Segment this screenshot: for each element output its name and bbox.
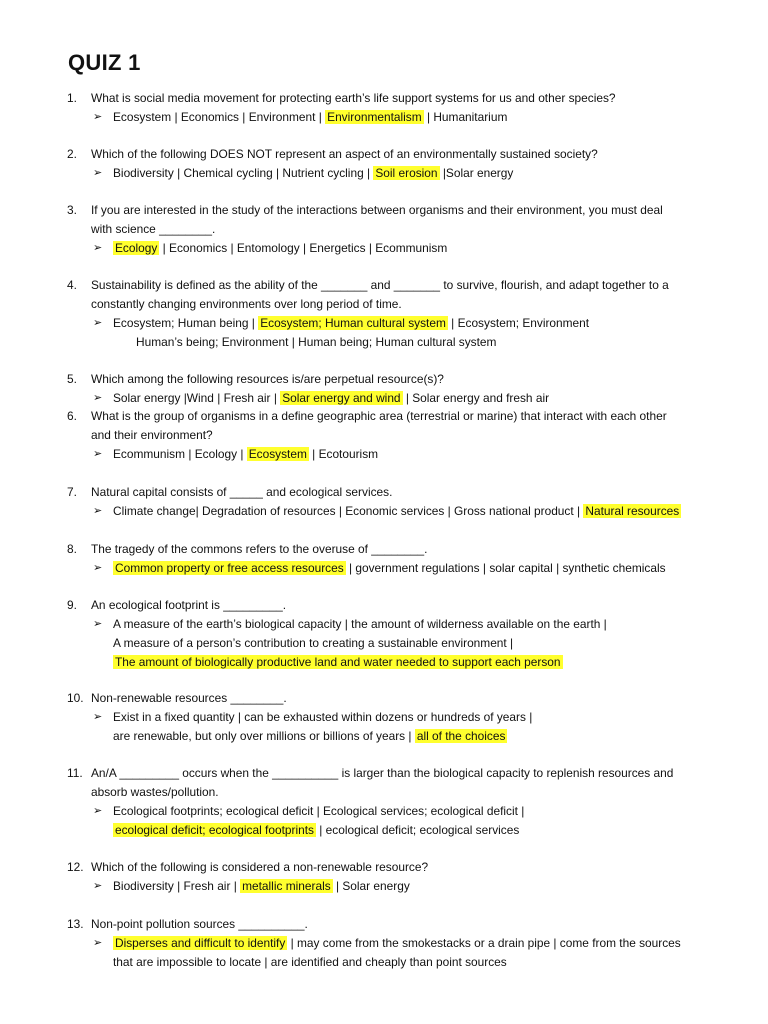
- answer-choices: [113, 502, 681, 521]
- answer-choices: [113, 953, 507, 972]
- answer-line: [0, 727, 768, 746]
- arrow-bullet-icon: ➢: [93, 111, 103, 123]
- question-text: Non-renewable resources ________.: [91, 691, 287, 705]
- question-text-line: [0, 426, 768, 445]
- answer-choices: [113, 389, 549, 408]
- question-text: Non-point pollution sources __________.: [91, 917, 308, 931]
- answer-option-text: | Ecosystem; Environment: [447, 316, 590, 330]
- highlighted-answer: Ecosystem: [248, 447, 307, 461]
- question-text-line: [0, 540, 768, 559]
- question-1: [0, 89, 768, 127]
- question-text: absorb wastes/pollution.: [91, 785, 219, 799]
- answer-option-text: Ecommunism | Ecology |: [113, 447, 247, 461]
- page-title: QUIZ 1: [68, 50, 141, 75]
- arrow-bullet-icon: ➢: [93, 392, 103, 404]
- question-text: If you are interested in the study of the interactions between organisms and their environment, you must deal: [91, 203, 663, 217]
- answer-option-text: Exist in a fixed quantity | can be exhausted within dozens or hundreds of years |: [113, 710, 533, 724]
- arrow-bullet-icon: ➢: [93, 562, 103, 574]
- highlighted-answer: all of the choices: [416, 729, 506, 743]
- answer-choices: [113, 653, 563, 672]
- question-text-line: [0, 915, 768, 934]
- answer-choices: [136, 333, 496, 352]
- answer-choices: [113, 164, 513, 183]
- question-text-line: [0, 89, 768, 108]
- answer-line: [0, 708, 768, 727]
- arrow-bullet-icon: ➢: [93, 805, 103, 817]
- answer-option-text: | Humanitarium: [423, 110, 508, 124]
- answer-option-text: | government regulations | solar capital | synthetic chemicals: [345, 561, 666, 575]
- question-number: 8.: [67, 542, 77, 556]
- answer-option-text: Climate change| Degradation of resources | Economic services | Gross national product |: [113, 504, 584, 518]
- question-text: Sustainability is defined as the ability of the _______ and _______ to survive, flourish, and adapt together to a: [91, 278, 669, 292]
- answer-line: [0, 389, 768, 408]
- answer-choices: [113, 314, 589, 333]
- question-number: 4.: [67, 278, 77, 292]
- answer-option-text: Human’s being; Environment | Human being; Human cultural system: [136, 335, 497, 349]
- question-number: 1.: [67, 91, 77, 105]
- answer-choices: [113, 634, 513, 653]
- answer-choices: [113, 877, 410, 896]
- answer-option-text: Solar energy |Wind | Fresh air |: [113, 391, 281, 405]
- question-12: [0, 858, 768, 896]
- highlighted-answer: Disperses and difficult to identify: [115, 936, 286, 950]
- highlighted-answer: Soil erosion: [375, 166, 438, 180]
- question-number: 6.: [67, 409, 77, 423]
- answer-option-text: | Ecotourism: [308, 447, 379, 461]
- answer-option-text: |Solar energy: [439, 166, 514, 180]
- answer-option-text: Ecosystem | Economics | Environment |: [113, 110, 326, 124]
- question-number: 3.: [67, 203, 77, 217]
- highlighted-answer: metallic minerals: [242, 879, 331, 893]
- arrow-bullet-icon: ➢: [93, 937, 103, 949]
- question-text-line: [0, 596, 768, 615]
- highlighted-answer: Ecology: [115, 241, 158, 255]
- question-text-line: [0, 370, 768, 389]
- question-number: 2.: [67, 147, 77, 161]
- answer-option-text: A measure of a person’s contribution to creating a sustainable environment |: [113, 636, 514, 650]
- answer-option-text: Biodiversity | Fresh air |: [113, 879, 241, 893]
- answer-choices: [113, 445, 378, 464]
- answer-line: [0, 239, 768, 258]
- question-9: [0, 596, 768, 672]
- answer-line: [0, 445, 768, 464]
- question-6: [0, 407, 768, 464]
- question-text-line: [0, 276, 768, 295]
- question-text: An ecological footprint is _________.: [91, 598, 287, 612]
- question-text-line: [0, 407, 768, 426]
- arrow-bullet-icon: ➢: [93, 448, 103, 460]
- answer-option-text: that are impossible to locate | are identified and cheaply than point sources: [113, 955, 507, 969]
- answer-choices: [113, 727, 507, 746]
- answer-option-text: Biodiversity | Chemical cycling | Nutrient cycling |: [113, 166, 374, 180]
- question-text: What is social media movement for protecting earth’s life support systems for us and other species?: [91, 91, 616, 105]
- arrow-bullet-icon: ➢: [93, 711, 103, 723]
- question-2: [0, 145, 768, 183]
- answer-line: [0, 653, 768, 672]
- answer-choices: [113, 108, 507, 127]
- answer-line: [0, 877, 768, 896]
- question-text: What is the group of organisms in a define geographic area (terrestrial or marine) that interact with each other: [91, 409, 667, 423]
- answer-option-text: Ecological footprints; ecological deficit | Ecological services; ecological deficit |: [113, 804, 525, 818]
- answer-choices: [113, 821, 519, 840]
- question-text-line: [0, 483, 768, 502]
- arrow-bullet-icon: ➢: [93, 880, 103, 892]
- question-13: [0, 915, 768, 972]
- question-text: Natural capital consists of _____ and ecological services.: [91, 485, 393, 499]
- question-number: 9.: [67, 598, 77, 612]
- arrow-bullet-icon: ➢: [93, 242, 103, 254]
- answer-option-text: | may come from the smokestacks or a drain pipe | come from the sources: [287, 936, 681, 950]
- question-text-line: [0, 295, 768, 314]
- highlighted-answer: The amount of biologically productive land and water needed to support each person: [115, 655, 561, 669]
- answer-choices: [113, 239, 447, 258]
- answer-line: [0, 615, 768, 634]
- answer-choices: [113, 708, 532, 727]
- question-text: and their environment?: [91, 428, 213, 442]
- question-number: 11.: [67, 766, 83, 780]
- question-text: The tragedy of the commons refers to the overuse of ________.: [91, 542, 428, 556]
- answer-line: [0, 634, 768, 653]
- question-number: 10.: [67, 691, 84, 705]
- answer-line: [0, 821, 768, 840]
- arrow-bullet-icon: ➢: [93, 505, 103, 517]
- answer-option-text: are renewable, but only over millions or billions of years |: [113, 729, 415, 743]
- question-text: An/A _________ occurs when the __________ is larger than the biological capacity to replenish resources and: [91, 766, 674, 780]
- question-number: 12.: [67, 860, 84, 874]
- question-5: [0, 370, 768, 408]
- question-text: with science ________.: [91, 222, 216, 236]
- answer-line: [0, 333, 768, 352]
- arrow-bullet-icon: ➢: [93, 618, 103, 630]
- question-text-line: [0, 764, 768, 783]
- answer-line: [0, 164, 768, 183]
- question-10: [0, 689, 768, 746]
- question-text: Which of the following DOES NOT represent an aspect of an environmentally sustained society?: [91, 147, 598, 161]
- answer-option-text: | Solar energy: [332, 879, 410, 893]
- answer-option-text: A measure of the earth’s biological capacity | the amount of wilderness available on the earth |: [113, 617, 607, 631]
- question-4: [0, 276, 768, 352]
- highlighted-answer: ecological deficit; ecological footprints: [115, 823, 314, 837]
- answer-option-text: | ecological deficit; ecological services: [315, 823, 520, 837]
- question-number: 13.: [67, 917, 84, 931]
- answer-line: [0, 502, 768, 521]
- question-text-line: [0, 858, 768, 877]
- answer-choices: [113, 559, 666, 578]
- answer-option-text: | Economics | Entomology | Energetics | Ecommunism: [159, 241, 448, 255]
- question-text-line: [0, 689, 768, 708]
- highlighted-answer: Common property or free access resources: [115, 561, 344, 575]
- question-text-line: [0, 783, 768, 802]
- answer-choices: [113, 934, 681, 953]
- answer-option-text: | Solar energy and fresh air: [402, 391, 550, 405]
- question-text: constantly changing environments over long period of time.: [91, 297, 402, 311]
- answer-option-text: Ecosystem; Human being |: [113, 316, 259, 330]
- question-text-line: [0, 145, 768, 164]
- answer-line: [0, 953, 768, 972]
- answer-line: [0, 314, 768, 333]
- arrow-bullet-icon: ➢: [93, 317, 103, 329]
- highlighted-answer: Ecosystem; Human cultural system: [260, 316, 446, 330]
- answer-line: [0, 108, 768, 127]
- answer-choices: [113, 615, 607, 634]
- highlighted-answer: Natural resources: [585, 504, 680, 518]
- question-text: Which of the following is considered a non-renewable resource?: [91, 860, 429, 874]
- question-11: [0, 764, 768, 840]
- question-7: [0, 483, 768, 521]
- question-number: 5.: [67, 372, 77, 386]
- answer-choices: [113, 802, 524, 821]
- highlighted-answer: Solar energy and wind: [282, 391, 401, 405]
- answer-line: [0, 559, 768, 578]
- question-number: 7.: [67, 485, 77, 499]
- answer-line: [0, 802, 768, 821]
- question-8: [0, 540, 768, 578]
- question-3: [0, 201, 768, 258]
- question-text: Which among the following resources is/are perpetual resource(s)?: [91, 372, 444, 386]
- question-text-line: [0, 201, 768, 220]
- highlighted-answer: Environmentalism: [327, 110, 422, 124]
- question-text-line: [0, 220, 768, 239]
- answer-line: [0, 934, 768, 953]
- arrow-bullet-icon: ➢: [93, 167, 103, 179]
